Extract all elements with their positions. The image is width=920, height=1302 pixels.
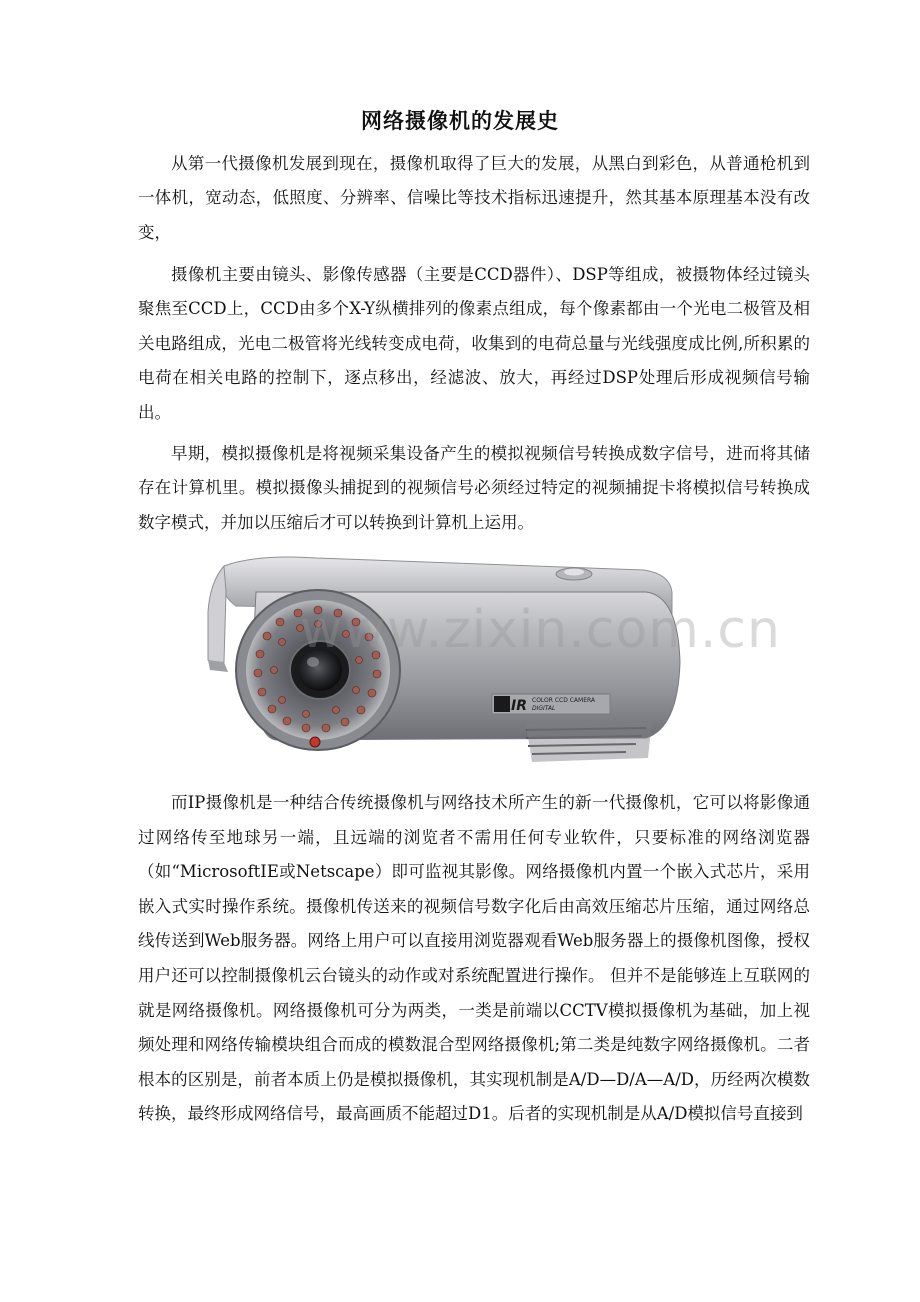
paragraph-camera-history: 从第一代摄像机发展到现在，摄像机取得了巨大的发展，从黑白到彩色，从普通枪机到一体机，宽动态，低照度、分辨率、信噪比等技术指标迅速提升，然其基本原理基本没有改变， <box>138 154 810 242</box>
watermark: www.zixin.com.cn <box>300 600 781 660</box>
paragraph-analog-camera: 早期，模拟摄像机是将视频采集设备产生的模拟视频信号转换成数字信号，进而将其储存在计算机里。模拟摄像头捕捉到的视频信号必须经过特定的视频捕捉卡将模拟信号转换成数字模式，并加以压缩后才可以转换到计算机上运用。 <box>138 444 810 532</box>
camera-label-brand: IR <box>511 698 527 714</box>
paragraph-camera-components: 摄像机主要由镜头、影像传感器（主要是CCD器件）、DSP等组成，被摄物体经过镜头聚焦至CCD上，CCD由多个X-Y纵横排列的像素点组成，每个像素都由一个光电二极管及相关电路组成，光电二极管将光线转变成电荷，收集到的电荷总量与光线强度成比例,所积累的电荷在相关电路的控制下，逐点移出，经滤波、放大，再经过DSP处理后形成视频信号输出。 <box>138 265 810 422</box>
paragraph-ip-camera: 而IP摄像机是一种结合传统摄像机与网络技术所产生的新一代摄像机，它可以将影像通过网络传至地球另一端，且远端的浏览者不需用任何专业软件，只要标准的网络浏览器（如“MicrosoftIE或Netscape）即可监视其影像。网络摄像机内置一个嵌入式芯片，采用嵌入式实时操作系统。摄像机传送来的视频信号数字化后由高效压缩芯片压缩，通过网络总线传送到Web服务器。网络上用户可以直接用浏览器观看Web服务器上的摄像机图像，授权用户还可以控制摄像机云台镜头的动作或对系统配置进行操作。 但并不是能够连上互联网的就是网络摄像机。网络摄像机可分为两类，一类是前端以CCTV模拟摄像机为基础，加上视频处理和网络传输模块组合而成的模数混合型网络摄像机;第二类是纯数字网络摄像机。二者根本的区别是，前者本质上仍是模拟摄像机，其实现机制是A/D—D/A—A/D，历经两次模数转换，最终形成网络信号，最高画质不能超过D1。后者的实现机制是从A/D模拟信号直接到 <box>138 793 810 1124</box>
camera-image <box>196 552 690 778</box>
camera-label-text: COLOR CCD CAMERA <box>532 697 596 704</box>
camera-label-sub: DIGITAL <box>532 705 556 712</box>
page-title: 网络摄像机的发展史 <box>361 109 559 133</box>
